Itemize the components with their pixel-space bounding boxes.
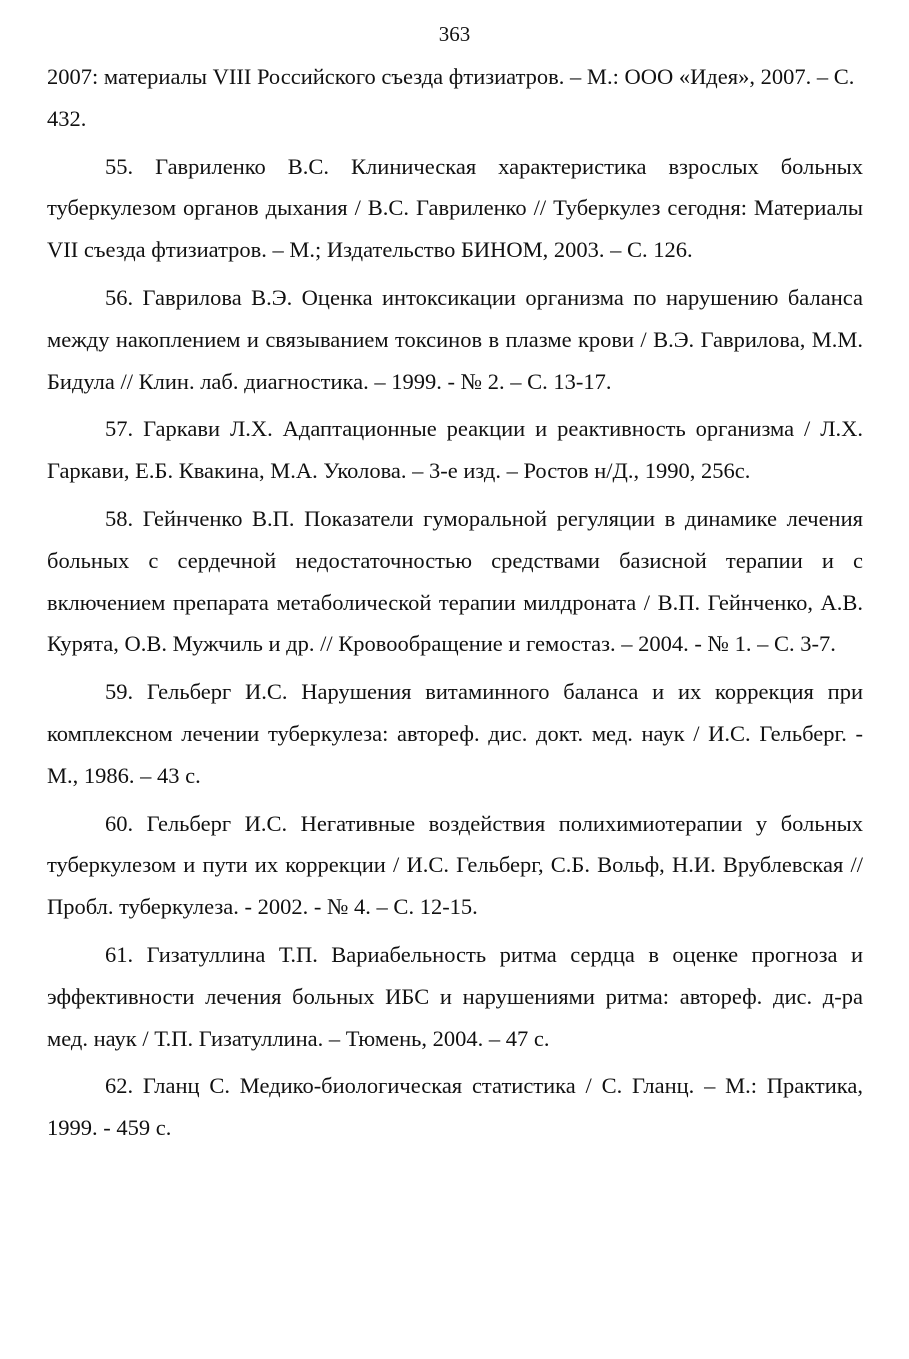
- reference-58: 58. Гейнченко В.П. Показатели гуморальной регуляции в динамике лечения больных с сердечной недостаточностью средствами базисной терапии и с включением препарата метаболической терапии милдроната / В.П. Гейнченко, А.В. Курята, О.В. Мужчиль и др. // Кровообращение и гемостаз. – 2004. - № 1. – С. 3-7.: [47, 505, 863, 657]
- page-number: 363: [438, 22, 471, 46]
- reference-61: 61. Гизатуллина Т.П. Вариабельность ритма сердца в оценке прогноза и эффективности лечения больных ИБС и нарушениями ритма: автореф. дис. д-ра мед. наук / Т.П. Гизатуллина. – Тюмень, 2004. – 47 с.: [47, 941, 863, 1051]
- reference-57: 57. Гаркави Л.Х. Адаптационные реакции и реактивность организма / Л.Х. Гаркави, Е.Б. Квакина, М.А. Уколова. – 3-е изд. – Ростов н/Д., 1990, 256с.: [47, 416, 863, 484]
- reference-56: 56. Гаврилова В.Э. Оценка интоксикации организма по нарушению баланса между накоплением и связыванием токсинов в плазме крови / В.Э. Гаврилова, М.М. Бидула // Клин. лаб. диагностика. – 1999. - № 2. – С. 13-17.: [47, 284, 863, 394]
- reference-continuation: 2007: материалы VIII Российского съезда фтизиатров. – М.: ООО «Идея», 2007. – С. 432.: [47, 64, 855, 131]
- reference-55: 55. Гавриленко В.С. Клиническая характеристика взрослых больных туберкулезом органов дыхания / В.С. Гавриленко // Туберкулез сегодня: Материалы VII съезда фтизиатров. – М.; Издательство БИНОМ, 2003. – С. 126.: [47, 153, 863, 263]
- reference-59: 59. Гельберг И.С. Нарушения витаминного баланса и их коррекция при комплексном лечении туберкулеза: автореф. дис. докт. мед. наук / И.С. Гельберг. - М., 1986. – 43 с.: [47, 679, 863, 788]
- reference-62: 62. Гланц С. Медико-биологическая статистика / С. Гланц. – М.: Практика, 1999. - 459 с.: [47, 1073, 863, 1141]
- reference-60: 60. Гельберг И.С. Негативные воздействия полихимиотерапии у больных туберкулезом и пути их коррекции / И.С. Гельберг, С.Б. Вольф, Н.И. Врублевская // Пробл. туберкулеза. - 2002. - № 4. – С. 12-15.: [47, 810, 863, 920]
- bibliography-text: [47, 56, 863, 1149]
